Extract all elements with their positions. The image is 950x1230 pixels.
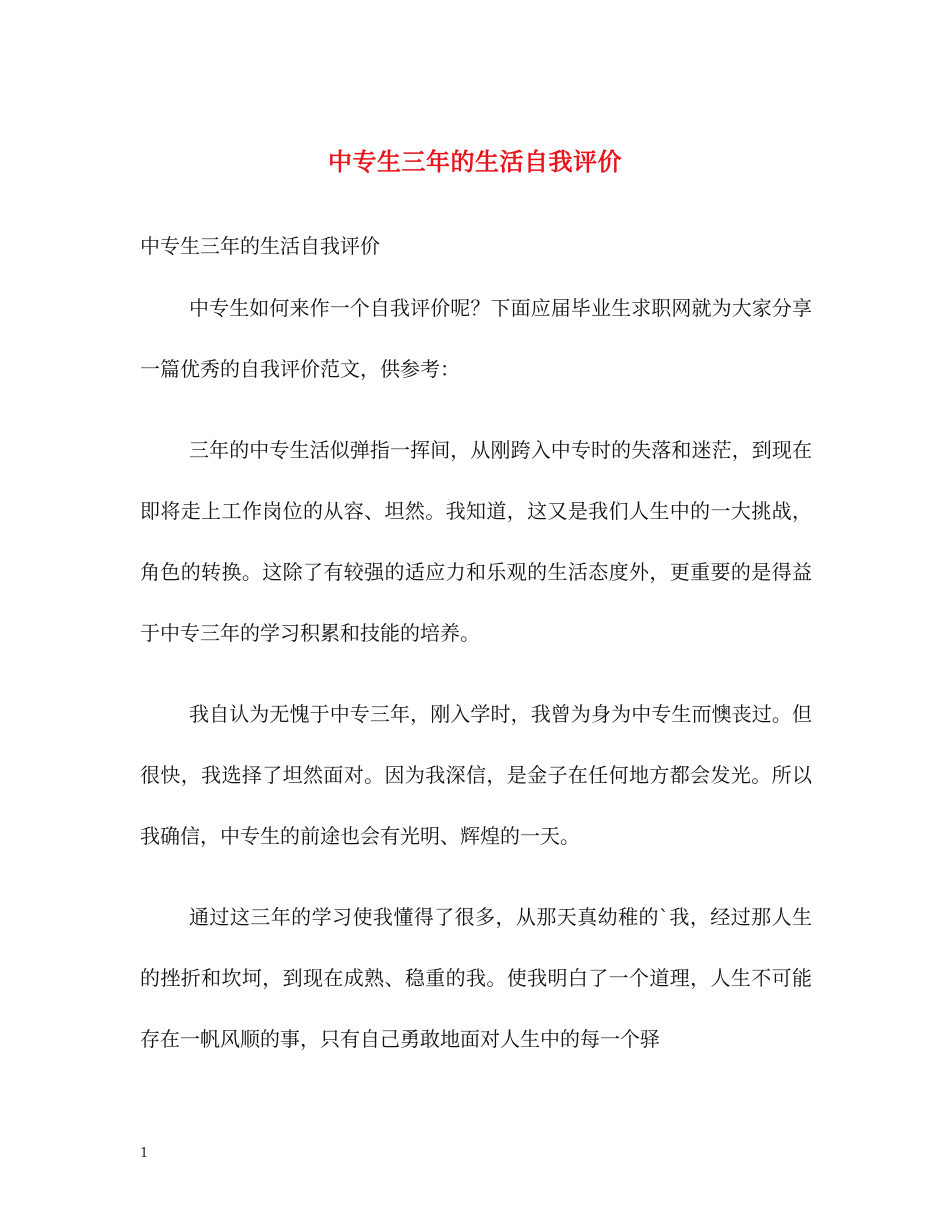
paragraph-two: 三年的中专生活似弹指一挥间，从刚跨入中专时的失落和迷茫，到现在即将走上工作岗位的从容、坦然。我知道，这又是我们人生中的一大挑战，角色的转换。这除了有较强的适应力和乐观的生活态度外，更重要的是得益于中专三年的学习积累和技能的培养。 xyxy=(140,438,812,645)
page-number: 1 xyxy=(140,1146,149,1161)
paragraph-three: 我自认为无愧于中专三年，刚入学时，我曾为身为中专生而懊丧过。但很快，我选择了坦然面对。因为我深信，是金子在任何地方都会发光。所以我确信，中专生的前途也会有光明、辉煌的一天。 xyxy=(140,702,812,848)
paragraph-four: 通过这三年的学习使我懂得了很多，从那天真幼稚的`我，经过那人生的挫折和坎坷，到现在成熟、稳重的我。使我明白了一个道理，人生不可能存在一帆风顺的事，只有自己勇敢地面对人生中的每一个驿 xyxy=(140,905,812,1051)
document-body xyxy=(140,226,812,1070)
document-subtitle: 中专生三年的生活自我评价 xyxy=(140,234,380,258)
document-title: 中专生三年的生活自我评价 xyxy=(328,147,622,176)
paragraph-intro: 中专生如何来作一个自我评价呢？下面应届毕业生求职网就为大家分享一篇优秀的自我评价范文，供参考： xyxy=(140,296,812,381)
